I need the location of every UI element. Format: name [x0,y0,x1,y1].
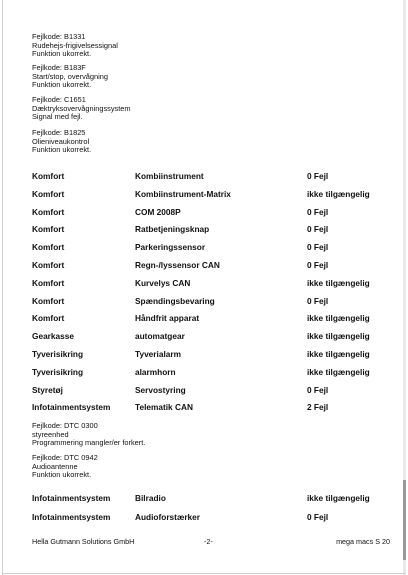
row-control-unit: Regn-/lyssensor CAN [135,260,220,270]
row-control-unit: Servostyring [135,384,186,395]
row-group: Komfort [32,171,65,181]
row-group: Komfort [32,260,65,270]
scrollbar-thumb[interactable] [403,480,406,560]
fault-entry [32,64,108,90]
row-control-unit: Kombiinstrument [135,171,204,181]
fault-entry [32,454,98,480]
table-row [32,296,390,308]
table-row [32,260,390,272]
footer-company: Hella Gutmann Solutions GmbH [32,537,135,546]
row-group: Komfort [32,295,65,306]
row-status: ikke tilgængelig [307,277,370,288]
row-control-unit: Parkeringssensor [135,242,206,253]
row-group: Komfort [32,224,65,235]
fault-component: Rudehejs-frigivelsessignal [32,40,118,50]
row-control-unit: Audioforstærker [135,511,201,522]
fault-code: Fejlkode: DTC 0942 [32,453,98,462]
row-control-unit: COM 2008P [135,206,181,217]
table-row [32,189,390,201]
row-control-unit: Håndfrit apparat [135,313,200,324]
row-control-unit: Telematik CAN [135,402,193,413]
row-control-unit: Spændingsbevaring [135,295,215,306]
row-status: ikke tilgængelig [307,366,370,377]
fault-component: Dæktryksovervågningssystem [32,103,131,113]
table-row [32,278,390,290]
row-status: ikke tilgængelig [307,313,370,324]
row-status: 2 Fejl [307,402,329,413]
row-group: Komfort [32,206,65,217]
row-control-unit: Kombiinstrument-Matrix [135,188,231,199]
row-group: Infotainmentsystem [32,493,111,503]
fault-component: Olieniveaukontrol [32,136,90,146]
row-status: 0 Fejl [307,295,329,306]
row-control-unit: Bilradio [135,493,166,503]
row-status: 0 Fejl [307,171,329,181]
row-group: Styretøj [32,384,63,395]
page-border-bottom [2,573,406,574]
footer-page-number: -2- [204,537,213,546]
fault-description: Funktion ukorrekt. [32,145,92,155]
table-row [32,224,390,236]
row-group: Komfort [32,313,65,324]
row-control-unit: Kurvelys CAN [135,277,191,288]
table-row [32,493,390,505]
row-group: Tyverisikring [32,366,84,377]
table-row [32,385,390,397]
row-status: ikke tilgængelig [307,188,370,199]
row-control-unit: automatgear [135,331,185,342]
row-group: Gearkasse [32,331,74,342]
row-status: 0 Fejl [307,260,329,270]
fault-description: Funktion ukorrekt. [32,80,92,90]
fault-component: Audioantenne [32,461,78,471]
row-control-unit: alarmhorn [135,366,176,377]
row-control-unit: Ratbetjeningsknap [135,224,210,235]
row-status: 0 Fejl [307,511,329,522]
fault-description: Funktion ukorrekt. [32,49,92,59]
row-group: Tyverisikring [32,349,84,359]
row-status: 0 Fejl [307,242,329,253]
fault-entry [32,33,118,59]
table-row [32,242,390,254]
table-row [32,207,390,219]
fault-entry [32,96,131,122]
row-group: Infotainmentsystem [32,511,111,522]
table-row [32,349,390,361]
fault-code: Fejlkode: B183F [32,63,86,72]
fault-code: Fejlkode: C1651 [32,95,86,104]
fault-description: Funktion ukorrekt. [32,470,92,480]
table-row [32,331,390,343]
fault-component: styreenhed [32,429,69,439]
fault-description: Programmering mangler/er forkert. [32,438,146,448]
table-row [32,367,390,379]
fault-code: Fejlkode: DTC 0300 [32,421,98,430]
row-group: Komfort [32,188,65,199]
fault-code: Fejlkode: B1331 [32,32,86,41]
fault-entry [32,129,91,155]
fault-description: Signal med fejl. [32,112,83,122]
row-status: ikke tilgængelig [307,331,370,342]
footer-product: mega macs S 20 [336,537,390,546]
row-group: Infotainmentsystem [32,402,111,413]
fault-code: Fejlkode: B1825 [32,128,86,137]
row-status: 0 Fejl [307,384,329,395]
fault-entry [32,422,145,448]
row-status: 0 Fejl [307,224,329,235]
row-status: ikke tilgængelig [307,493,370,503]
table-row [32,171,390,183]
fault-component: Start/stop, overvågning [32,71,109,81]
row-group: Komfort [32,242,65,253]
row-group: Komfort [32,277,65,288]
table-row [32,313,390,325]
table-row [32,402,390,414]
page-border-left [2,0,3,575]
table-row [32,512,390,524]
page-footer [32,537,390,547]
row-status: ikke tilgængelig [307,349,370,359]
row-control-unit: Tyverialarm [135,349,181,359]
row-status: 0 Fejl [307,206,329,217]
